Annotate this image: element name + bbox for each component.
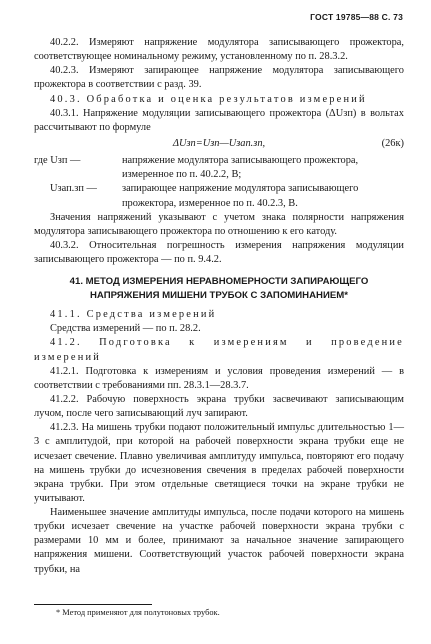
footnote-divider	[34, 604, 152, 605]
page-body	[34, 36, 404, 577]
paragraph-40-2-3: 40.2.3. Измеряют запирающее напряжение модулятора записывающего прожектора в соответствии с разд. 39.	[34, 65, 404, 91]
formula-number: (26к)	[381, 137, 404, 149]
definition-text: запирающее напряжение модулятора записывающего прожектора, измеренное по п. 40.2.3, В.	[122, 183, 359, 209]
paragraph-41-2-1: 41.2.1. Подготовка к измерениям и условия проведения измерений — в соответствии с требованиями пп. 28.3.1—28.3.7.	[34, 365, 404, 391]
paragraph-polarity: Значения напряжений указывают с учетом знака полярности напряжения модулятора записывающего прожектора по отношению к его катоду.	[34, 211, 404, 237]
paragraph-instruments: Средства измерений — по п. 28.2.	[50, 323, 201, 335]
formula-26k	[34, 137, 404, 151]
paragraph-40-2-2: 40.2.2. Измеряют напряжение модулятора записывающего прожектора, соответствующее номинальному режиму, установленному по п. 28.3.2.	[34, 37, 404, 63]
paragraph-40-3-1: 40.3.1. Напряжение модуляции записывающего прожектора (ΔUзп) в вольтах рассчитывают по формуле	[34, 107, 404, 133]
heading-41-1: 41.1. Средства измерений	[50, 309, 217, 321]
footnote: * Метод применяют для полутоновых трубок.	[56, 608, 220, 617]
paragraph-40-3-2: 40.3.2. Относительная погрешность измерения напряжения модуляции записывающего прожектора — по п. 9.4.2.	[34, 239, 404, 266]
heading-41-2: 41.2. Подготовка к измерениям и проведение измерений	[34, 337, 404, 363]
paragraph-minimum-amplitude: Наименьшее значение амплитуды импульса, после подачи которого на мишень трубки исчезает свечение на участке рабочей поверхности экрана трубки с размерами 10 мм и более, принимают за начальное значение запирающего напряжения мишени. Соответствующий участок рабочей поверхности экрана трубки, на	[34, 507, 404, 575]
definition-uzp	[34, 154, 404, 182]
paragraph-41-2-3: 41.2.3. На мишень трубки подают положительный импульс длительностью 1—3 с амплитудой, при которой на рабочей поверхности экрана трубки еще не исчезает свечение. Плавно увеличивая амплитуду импульса, повторяют его подачу на мишень трубки до исчезновения свечения в пределах рабочей поверхности экрана трубки. При этом отдельные светящиеся точки на экране трубки не учитывают.	[34, 422, 404, 504]
paragraph-41-2-2: 41.2.2. Рабочую поверхность экрана трубки засвечивают записывающим лучом, после чего записывающий луч запирают.	[34, 393, 404, 420]
definition-uzapzp	[34, 182, 404, 210]
formula-expression: ΔUзп=Uзп—Uзап.зп,	[172, 137, 266, 149]
heading-40-3: 40.3. Обработка и оценка результатов измерений	[50, 93, 367, 105]
page-header: ГОСТ 19785—88 С. 73	[310, 12, 403, 22]
definition-term: Uзап.зп —	[50, 183, 97, 195]
definition-term: где Uзп —	[34, 155, 81, 167]
definition-text: напряжение модулятора записывающего прожектора, измеренное по п. 40.2.2, В;	[122, 155, 359, 181]
section-41-title: 41. МЕТОД ИЗМЕРЕНИЯ НЕРАВНОМЕРНОСТИ ЗАПИРАЮЩЕГО НАПРЯЖЕНИЯ МИШЕНИ ТРУБОК С ЗАПОМИНАНИЕМ*	[69, 276, 369, 301]
